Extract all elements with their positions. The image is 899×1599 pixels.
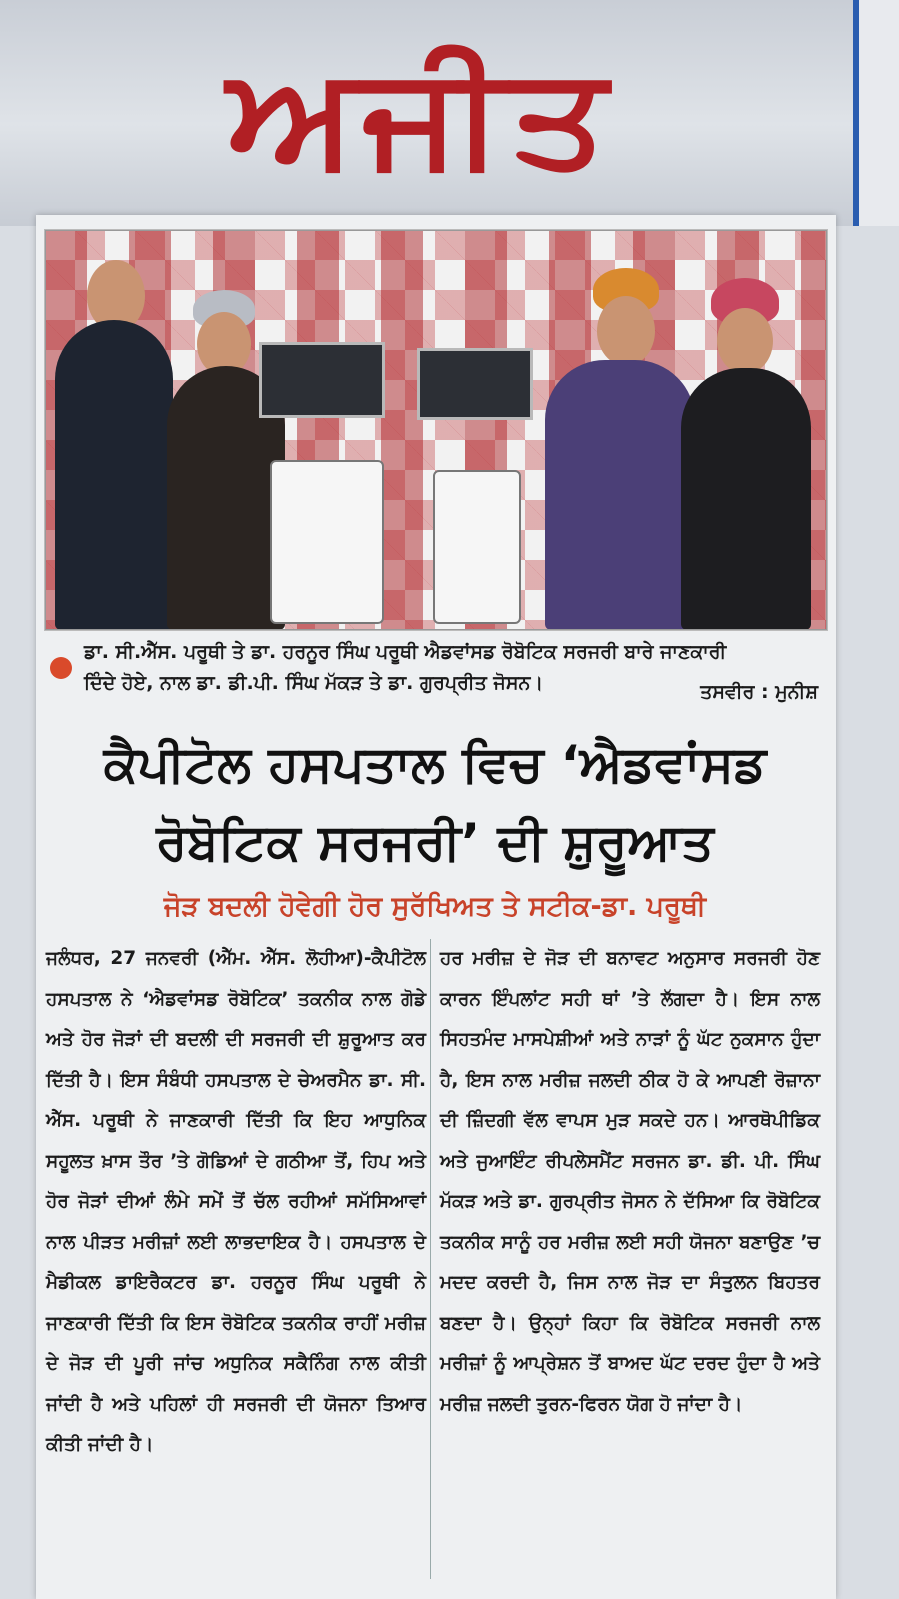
headline-line-1: ਕੈਪੀਟੋਲ ਹਸਪਤਾਲ ਵਿਚ ‘ਐਡਵਾਂਸਡ — [103, 735, 767, 793]
headline — [44, 725, 826, 881]
photo-frame — [45, 230, 827, 630]
newspaper-masthead — [0, 0, 899, 226]
caption-bullet-icon — [50, 657, 72, 679]
subheadline: ਜੋੜ ਬਦਲੀ ਹੋਵੇਗੀ ਹੋਰ ਸੁਰੱਖਿਅਤ ਤੇ ਸਟੀਕ-ਡਾ. ਪਰੂਥੀ — [163, 891, 707, 922]
photo-caption — [44, 637, 826, 719]
caption-line-1: ਡਾ. ਸੀ.ਐੱਸ. ਪਰੂਥੀ ਤੇ ਡਾ. ਹਰਨੂਰ ਸਿੰਘ ਪਰੂਥੀ ਐਡਵਾਂਸਡ ਰੋਬੋਟਿਕ ਸਰਜਰੀ ਬਾਰੇ ਜਾਣਕਾਰੀ — [84, 641, 727, 663]
news-photo — [44, 229, 828, 631]
article-column-right: ਹਰ ਮਰੀਜ਼ ਦੇ ਜੋੜ ਦੀ ਬਨਾਵਟ ਅਨੁਸਾਰ ਸਰਜਰੀ ਹੋਣ ਕਾਰਨ ਇੰਪਲਾਂਟ ਸਹੀ ਥਾਂ ’ਤੇ ਲੱਗਦਾ ਹੈ। ਇਸ ਨਾਲ ਸਿਹਤਮੰਦ ਮਾਸਪੇਸ਼ੀਆਂ ਅਤੇ ਨਾੜਾਂ ਨੂੰ ਘੱਟ ਨੁਕਸਾਨ ਹੁੰਦਾ ਹੈ, ਇਸ ਨਾਲ ਮਰੀਜ਼ ਜਲਦੀ ਠੀਕ ਹੋ ਕੇ ਆਪਣੀ ਰੋਜ਼ਾਨਾ ਦੀ ਜ਼ਿੰਦਗੀ ਵੱਲ ਵਾਪਸ ਮੁੜ ਸਕਦੇ ਹਨ। ਆਰਥੋਪੀਡਿਕ ਅਤੇ ਜੁਆਇੰਟ ਰੀਪਲੇਸਮੈਂਟ ਸਰਜਨ ਡਾ. ਡੀ. ਪੀ. ਸਿੰਘ ਮੱਕੜ ਅਤੇ ਡਾ. ਗੁਰਪ੍ਰੀਤ ਜੋਸਨ ਨੇ ਦੱਸਿਆ ਕਿ ਰੋਬੋਟਿਕ ਤਕਨੀਕ ਸਾਨੂੰ ਹਰ ਮਰੀਜ਼ ਲਈ ਸਹੀ ਯੋਜਨਾ ਬਣਾਉਣ ’ਚ ਮਦਦ ਕਰਦੀ ਹੈ, ਜਿਸ ਨਾਲ ਜੋੜ ਦਾ ਸੰਤੁਲਨ ਬਿਹਤਰ ਬਣਦਾ ਹੈ। ਉਨ੍ਹਾਂ ਕਿਹਾ ਕਿ ਰੋਬੋਟਿਕ ਸਰਜਰੀ ਨਾਲ ਮਰੀਜ਼ਾਂ ਨੂੰ ਆਪ੍ਰੇਸ਼ਨ ਤੋਂ ਬਾਅਦ ਘੱਟ ਦਰਦ ਹੁੰਦਾ ਹੈ ਅਤੇ ਮਰੀਜ਼ ਜਲਦੀ ਤੁਰਨ-ਫਿਰਨ ਯੋਗ ਹੋ ਜਾਂਦਾ ਹੈ। — [440, 948, 820, 1415]
article-column-left: ਜਲੰਧਰ, 27 ਜਨਵਰੀ (ਐੱਮ. ਐੱਸ. ਲੋਹੀਆ)-ਕੈਪੀਟੋਲ ਹਸਪਤਾਲ ਨੇ ‘ਐਡਵਾਂਸਡ ਰੋਬੋਟਿਕ’ ਤਕਨੀਕ ਨਾਲ ਗੋਡੇ ਅਤੇ ਹੋਰ ਜੋੜਾਂ ਦੀ ਬਦਲੀ ਦੀ ਸਰਜਰੀ ਦੀ ਸ਼ੁਰੂਆਤ ਕਰ ਦਿੱਤੀ ਹੈ। ਇਸ ਸੰਬੰਧੀ ਹਸਪਤਾਲ ਦੇ ਚੇਅਰਮੈਨ ਡਾ. ਸੀ. ਐੱਸ. ਪਰੂਥੀ ਨੇ ਜਾਣਕਾਰੀ ਦਿੱਤੀ ਕਿ ਇਹ ਆਧੁਨਿਕ ਸਹੂਲਤ ਖ਼ਾਸ ਤੌਰ ’ਤੇ ਗੋਡਿਆਂ ਦੇ ਗਠੀਆ ਤੋਂ, ਹਿਪ ਅਤੇ ਹੋਰ ਜੋੜਾਂ ਦੀਆਂ ਲੰਮੇ ਸਮੇਂ ਤੋਂ ਚੱਲ ਰਹੀਆਂ ਸਮੱਸਿਆਵਾਂ ਨਾਲ ਪੀੜਤ ਮਰੀਜ਼ਾਂ ਲਈ ਲਾਭਦਾਇਕ ਹੈ। ਹਸਪਤਾਲ ਦੇ ਮੈਡੀਕਲ ਡਾਇਰੈਕਟਰ ਡਾ. ਹਰਨੂਰ ਸਿੰਘ ਪਰੂਥੀ ਨੇ ਜਾਣਕਾਰੀ ਦਿੱਤੀ ਕਿ ਇਸ ਰੋਬੋਟਿਕ ਤਕਨੀਕ ਰਾਹੀਂ ਮਰੀਜ਼ ਦੇ ਜੋੜ ਦੀ ਪੂਰੀ ਜਾਂਚ ਅਧੁਨਿਕ ਸਕੈਨਿੰਗ ਨਾਲ ਕੀਤੀ ਜਾਂਦੀ ਹੈ ਅਤੇ ਪਹਿਲਾਂ ਹੀ ਸਰਜਰੀ ਦੀ ਯੋਜਨਾ ਤਿਆਰ ਕੀਤੀ ਜਾਂਦੀ ਹੈ। — [46, 948, 426, 1455]
column-divider — [430, 939, 431, 1579]
caption-line-2: ਦਿੰਦੇ ਹੋਏ, ਨਾਲ ਡਾ. ਡੀ.ਪੀ. ਸਿੰਘ ਮੱਕੜ ਤੇ ਡਾ. ਗੁਰਪ੍ਰੀਤ ਜੋਸਨ। — [84, 672, 544, 694]
photo-credit: ਤਸਵੀਰ : ਮੁਨੀਸ਼ — [700, 681, 818, 703]
news-clipping — [36, 215, 836, 1599]
page-edge — [853, 0, 899, 226]
masthead-title: ਅਜੀਤ — [226, 36, 614, 197]
headline-line-2: ਰੋਬੋਟਿਕ ਸਰਜਰੀ’ ਦੀ ਸ਼ੁਰੂਆਤ — [156, 813, 714, 871]
